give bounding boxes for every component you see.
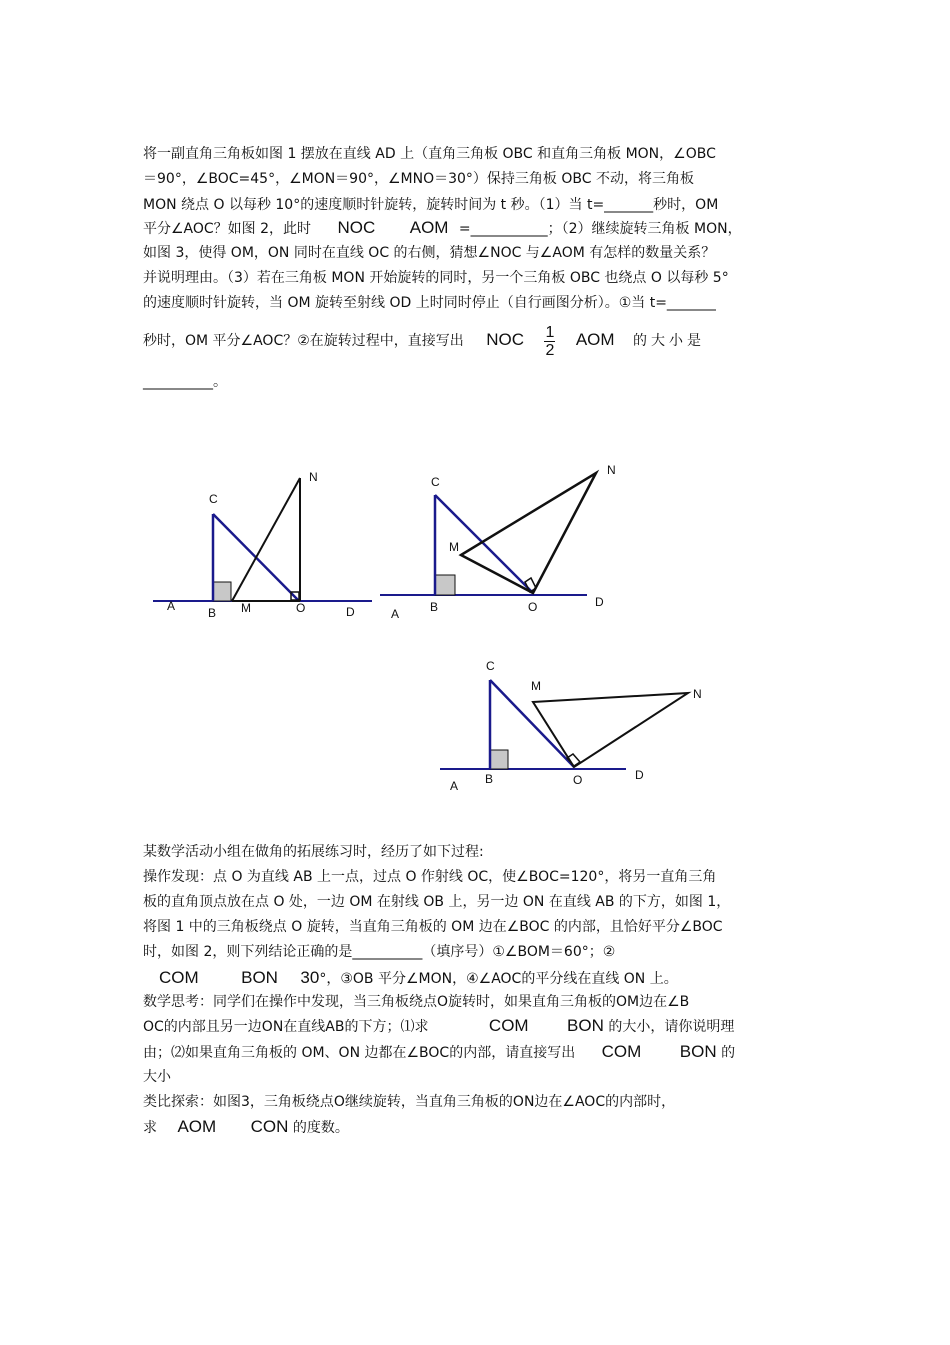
angle-bon: BON bbox=[241, 968, 278, 987]
p2-line-5: 时，如图 2，则下列结论正确的是__________（填序号）①∠BOM＝60°；② bbox=[143, 944, 616, 960]
fig3-label-m: M bbox=[531, 679, 541, 693]
fig1-label-b: B bbox=[208, 606, 217, 620]
p2-line-1: 某数学活动小组在做角的拓展练习时，经历了如下过程: bbox=[143, 844, 484, 860]
p1-line-7: 的速度顺时针旋转，当 OM 旋转至射线 OD 上时同时停止（自行画图分析）。①当 t=_______ bbox=[143, 295, 716, 311]
p2-line-8-text-b: 的大小，请你说明理 bbox=[608, 1019, 735, 1035]
angle-bon-2: BON bbox=[567, 1016, 604, 1035]
fig3-label-d: D bbox=[635, 768, 644, 782]
p2-line-6-text-b: °，③OB 平分∠MON，④∠AOC的平分线在直线 ON 上。 bbox=[319, 971, 678, 987]
p2-line-9-text-b: 的 bbox=[721, 1045, 736, 1061]
fig2-label-o: O bbox=[528, 600, 538, 614]
fig2-label-d: D bbox=[595, 595, 604, 609]
p1-line-4-text-b: =___________；（2）继续旋转三角板 MON， bbox=[458, 221, 742, 237]
p2-line-8 bbox=[143, 1016, 734, 1037]
angle-bon-3: BON bbox=[679, 1042, 717, 1061]
p2-line-8-text-a: OC的内部且另一边ON在直线AB的下方；⑴求 bbox=[143, 1019, 429, 1035]
fig3-label-n: N bbox=[693, 687, 702, 701]
fig2-label-a: A bbox=[391, 607, 400, 621]
fig3-label-a: A bbox=[450, 779, 459, 793]
fig3-label-b: B bbox=[485, 772, 494, 786]
angle-con: CON bbox=[250, 1117, 289, 1136]
fraction-denominator: 2 bbox=[545, 341, 555, 359]
p2-line-6 bbox=[143, 968, 678, 989]
fig1-label-c: C bbox=[209, 492, 218, 506]
p1-line-1: 将一副直角三角板如图 1 摆放在直线 AD 上（直角三角板 OBC 和直角三角板 MON，∠OBC bbox=[143, 146, 716, 162]
figure-2 bbox=[380, 463, 616, 621]
angle-noc-2: NOC bbox=[486, 330, 525, 349]
p2-line-10: 大小 bbox=[143, 1069, 171, 1085]
p1-line-2: ＝90°，∠BOC=45°，∠MON＝90°，∠MNO＝30°）保持三角板 OBC 不动，将三角板 bbox=[143, 171, 694, 187]
fig2-triangle-mon bbox=[461, 473, 596, 593]
figure-1 bbox=[153, 470, 372, 620]
fig1-label-m: M bbox=[241, 601, 251, 615]
p1-line-8-text-a: 秒时，OM 平分∠AOC？②在旋转过程中，直接写出 bbox=[143, 333, 464, 349]
figure-3 bbox=[440, 659, 702, 793]
fig1-label-o: O bbox=[296, 601, 306, 615]
fig1-label-d: D bbox=[346, 605, 355, 619]
angle-aom: AOM bbox=[409, 218, 449, 237]
fig2-label-b: B bbox=[430, 600, 439, 614]
fig3-label-o: O bbox=[573, 773, 583, 787]
fig1-edge-mn bbox=[232, 478, 300, 601]
angle-aom-3: AOM bbox=[177, 1117, 217, 1136]
fig2-right-angle-b bbox=[435, 575, 455, 595]
angle-noc: NOC bbox=[337, 218, 376, 237]
p1-line-6: 并说明理由。（3）若在三角板 MON 开始旋转的同时，另一个三角板 OBC 也绕点 O 以每秒 5° bbox=[143, 270, 729, 286]
fig1-right-angle-b bbox=[213, 582, 231, 601]
p2-line-9 bbox=[143, 1042, 735, 1063]
fig1-label-a: A bbox=[167, 599, 176, 613]
fig2-label-n: N bbox=[607, 463, 616, 477]
p2-line-11: 类比探索：如图3，三角板绕点O继续旋转，当直角三角板的ON边在∠AOC的内部时， bbox=[143, 1094, 676, 1110]
fig3-right-angle-o bbox=[567, 754, 580, 766]
fig3-label-c: C bbox=[486, 659, 495, 673]
fraction-numerator: 1 bbox=[545, 323, 555, 341]
p1-line-5: 如图 3，使得 OM，ON 同时在直线 OC 的右侧，猜想∠NOC 与∠AOM 有怎样的数量关系？ bbox=[143, 245, 716, 261]
p1-line-9: __________。 bbox=[143, 374, 227, 390]
p1-line-8-text-b: 的大小是 bbox=[633, 333, 706, 349]
angle-com-3: COM bbox=[601, 1042, 642, 1061]
fig2-label-m: M bbox=[449, 540, 459, 554]
fig2-label-c: C bbox=[431, 475, 440, 489]
angle-aom-2: AOM bbox=[575, 330, 615, 349]
p2-line-12-text-b: 的度数。 bbox=[292, 1120, 349, 1136]
p2-line-9-text-a: 由；⑵如果直角三角板的 OM、ON 边都在∠BOC的内部，请直接写出 bbox=[143, 1045, 576, 1061]
p1-line-3: MON 绕点 O 以每秒 10°的速度顺时针旋转，旋转时间为 t 秒。（1）当 t=_______秒时，OM bbox=[143, 197, 719, 213]
p2-line-12 bbox=[143, 1117, 349, 1138]
p1-line-4-text-a: 平分∠AOC？如图 2，此时 bbox=[143, 221, 312, 237]
p2-line-7: 数学思考：同学们在操作中发现，当三角板绕点O旋转时，如果直角三角板的OM边在∠B bbox=[143, 994, 690, 1010]
fig3-right-angle-b bbox=[490, 750, 508, 769]
fig3-triangle-mon bbox=[533, 693, 688, 767]
value-30: 30 bbox=[300, 968, 320, 987]
p2-line-4: 将图 1 中的三角板绕点 O 旋转，当直角三角板的 OM 边在∠BOC 的内部，且恰好平分∠BOC bbox=[143, 919, 723, 935]
fig1-label-n: N bbox=[309, 470, 318, 484]
p2-line-2: 操作发现：点 O 为直线 AB 上一点，过点 O 作射线 OC，使∠BOC=120°，将另一直角三角 bbox=[143, 869, 717, 885]
p2-line-3: 板的直角顶点放在点 O 处，一边 OM 在射线 OB 上，另一边 ON 在直线 AB 的下方，如图 1， bbox=[143, 894, 731, 910]
angle-com-2: COM bbox=[488, 1016, 529, 1035]
p2-line-12-text-a: 求 bbox=[143, 1120, 157, 1136]
angle-com: COM bbox=[159, 968, 199, 987]
